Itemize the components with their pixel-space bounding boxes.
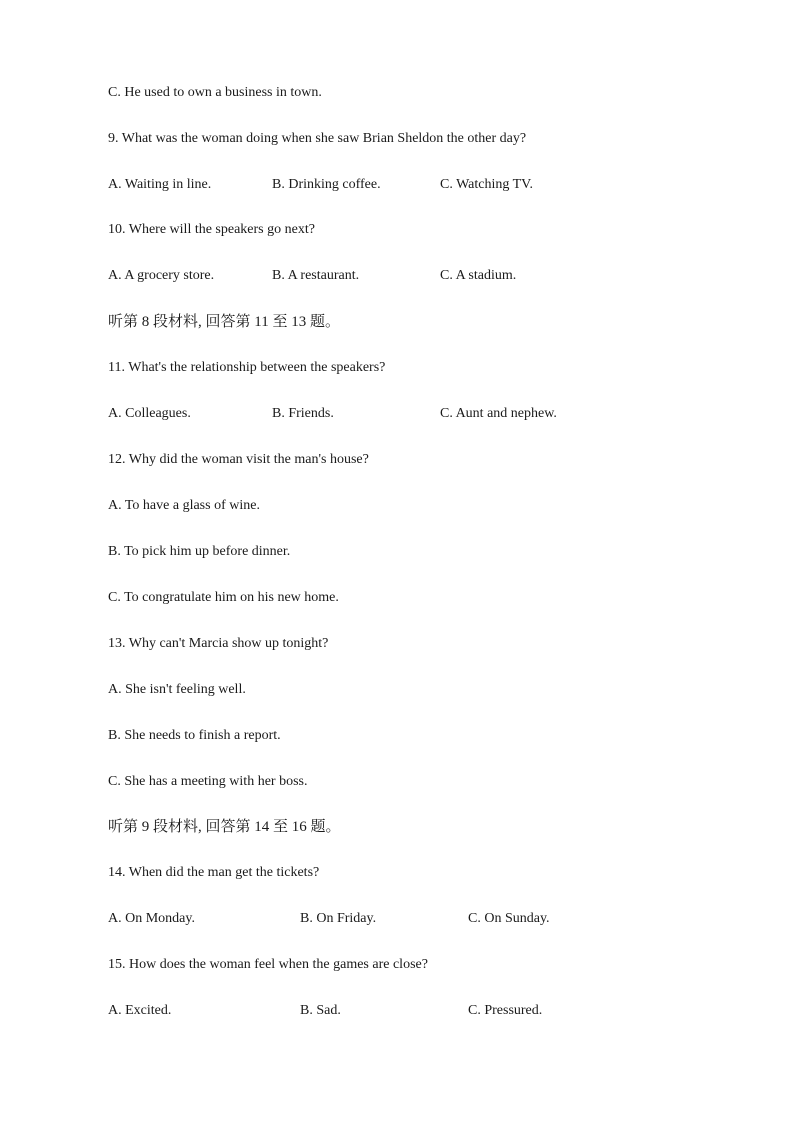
option-text: C. She has a meeting with her boss. [108, 774, 308, 789]
answer-option [108, 679, 246, 701]
option-text: A. To have a glass of wine. [108, 498, 260, 513]
answer-option [108, 725, 281, 747]
question-text: 14. When did the man get the tickets? [108, 865, 320, 880]
section-heading-9 [108, 816, 341, 838]
answer-option [108, 82, 322, 104]
question-text: 11. What's the relationship between the speakers? [108, 360, 386, 375]
option-text: C. He used to own a business in town. [108, 85, 322, 100]
answer-option [108, 771, 307, 793]
question-text: 12. Why did the woman visit the man's house? [108, 452, 369, 467]
option-c: C. On Sunday. [468, 911, 550, 926]
question-text: 10. Where will the speakers go next? [108, 222, 315, 237]
question-11 [108, 357, 385, 379]
option-b: B. A restaurant. [272, 268, 360, 283]
option-c: C. Aunt and nephew. [440, 406, 557, 421]
answer-option [108, 541, 290, 563]
section-text: 听第 9 段材料, 回答第 14 至 16 题。 [108, 819, 341, 835]
option-b: B. Sad. [300, 1003, 341, 1018]
option-text: C. To congratulate him on his new home. [108, 590, 339, 605]
option-a: A. A grocery store. [108, 268, 215, 283]
section-text: 听第 8 段材料, 回答第 11 至 13 题。 [108, 314, 340, 330]
question-text: 9. What was the woman doing when she saw Brian Sheldon the other day? [108, 131, 527, 146]
answer-option [108, 495, 260, 517]
option-b: B. On Friday. [300, 911, 377, 926]
question-14 [108, 862, 319, 884]
option-a: A. Colleagues. [108, 406, 191, 421]
option-b: B. Friends. [272, 406, 334, 421]
question-text: 15. How does the woman feel when the games are close? [108, 957, 428, 972]
option-c: C. Pressured. [468, 1003, 543, 1018]
option-c: C. Watching TV. [440, 177, 533, 192]
question-9 [108, 128, 526, 150]
question-10 [108, 219, 315, 241]
option-text: B. To pick him up before dinner. [108, 544, 291, 559]
answer-option [108, 587, 339, 609]
option-text: B. She needs to finish a report. [108, 728, 281, 743]
question-12 [108, 449, 369, 471]
option-b: B. Drinking coffee. [272, 177, 381, 192]
question-text: 13. Why can't Marcia show up tonight? [108, 636, 329, 651]
option-a: A. On Monday. [108, 911, 195, 926]
option-a: A. Waiting in line. [108, 177, 212, 192]
section-heading-8 [108, 311, 340, 333]
option-a: A. Excited. [108, 1003, 172, 1018]
question-13 [108, 633, 328, 655]
question-15 [108, 954, 428, 976]
option-c: C. A stadium. [440, 268, 517, 283]
option-text: A. She isn't feeling well. [108, 682, 246, 697]
